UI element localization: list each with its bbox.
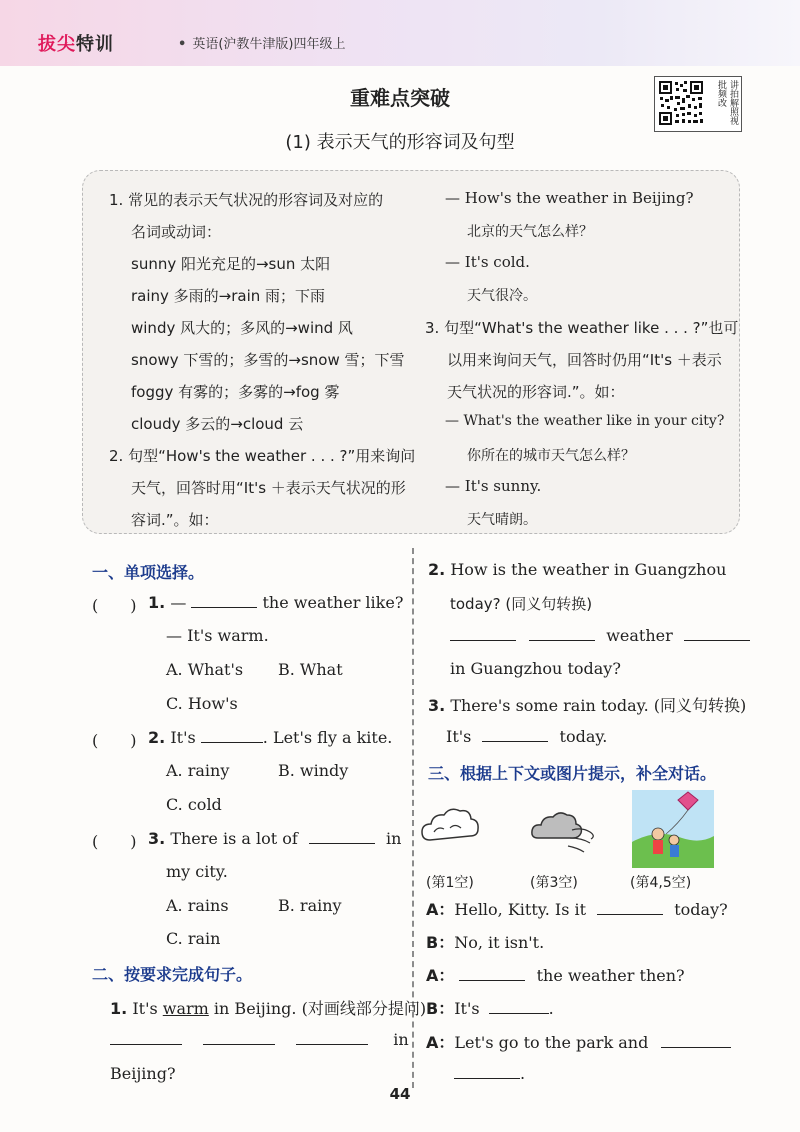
- s1-q3-answer-paren[interactable]: ( ): [92, 832, 137, 851]
- section1-title: 一、单项选择。: [92, 563, 205, 582]
- s2-q2: [428, 560, 726, 579]
- qr-label: 讲拍解照视批频改: [716, 80, 738, 125]
- s1-q1-reply: — It's warm.: [166, 626, 269, 645]
- s1-q1-option-b[interactable]: B. What: [278, 660, 343, 679]
- s1-q2: [148, 728, 392, 747]
- info-right-line: 北京的天气怎么样？: [467, 224, 593, 240]
- info-left-line: sunny 阳光充足的→sun 太阳: [131, 255, 331, 273]
- qr-code-box[interactable]: [654, 76, 742, 132]
- info-right-line: 天气状况的形容词.”。如：: [447, 383, 625, 401]
- dialog-line: [426, 897, 728, 920]
- s2-q2-blank-2[interactable]: [529, 639, 595, 641]
- dialog-text: Hello, Kitty. Is it: [454, 900, 587, 919]
- s1-q1-dash: —: [170, 593, 187, 612]
- s1-q1-blank[interactable]: [191, 606, 257, 608]
- info-right-line: 天气晴朗。: [467, 512, 537, 528]
- dialog-speaker: A：: [426, 966, 455, 985]
- info-left-line: 1. 常见的表示天气状况的形容词及对应的: [109, 191, 384, 209]
- page-subtitle: (1) 表示天气的形容词及句型: [285, 132, 515, 153]
- s1-q3-option-c[interactable]: C. rain: [166, 929, 221, 948]
- info-panel: [82, 170, 740, 534]
- dialog-line-cont: [454, 1064, 525, 1083]
- s1-q2-option-b[interactable]: B. windy: [278, 761, 349, 780]
- s1-q1-answer-paren[interactable]: ( ): [92, 596, 137, 615]
- dialog-speaker: B：: [426, 933, 455, 952]
- s1-q3-option-b[interactable]: B. rainy: [278, 896, 342, 915]
- dialog-text: .: [548, 999, 554, 1018]
- s1-q2-number: 2.: [148, 728, 166, 747]
- dialog-text: It's: [454, 999, 480, 1018]
- s2-q1-blank-2[interactable]: [203, 1043, 275, 1045]
- dialog-blank-4[interactable]: [661, 1046, 731, 1048]
- s2-q1-text-post: in Beijing. (对画线部分提问): [213, 999, 427, 1018]
- s1-q3-number: 3.: [148, 829, 166, 848]
- info-right-line: — What's the weather like in your city?: [445, 413, 725, 429]
- info-right-line: 3. 句型“What's the weather like . . . ?”也可: [425, 319, 739, 337]
- s1-q3-blank[interactable]: [309, 842, 375, 844]
- info-right-line: — It's sunny.: [445, 477, 542, 495]
- kite-picture-icon: [632, 790, 714, 868]
- dialog-speaker: A：: [426, 900, 455, 919]
- s2-q1-blank-3[interactable]: [296, 1043, 368, 1045]
- s2-q1-text-pre: It's: [132, 999, 158, 1018]
- page-number: 44: [389, 1085, 411, 1103]
- s1-q1-text: the weather like?: [262, 593, 404, 612]
- dialog-text: No, it isn't.: [454, 933, 545, 952]
- s2-q1: [110, 996, 426, 1019]
- s1-q3-text-post: in: [386, 829, 402, 848]
- section2-title: 二、按要求完成句子。: [92, 965, 253, 984]
- info-left-line: cloudy 多云的→cloud 云: [131, 415, 304, 433]
- info-left-line: rainy 多雨的→rain 雨；下雨: [131, 287, 326, 305]
- s2-q2-answer-line: [450, 626, 750, 645]
- s1-q1-option-a[interactable]: A. What's: [166, 660, 244, 679]
- s2-q3-answer-line: [446, 727, 607, 746]
- qr-code-icon: [658, 80, 704, 126]
- header-bar: [0, 0, 800, 66]
- dialog-text: today?: [674, 900, 728, 919]
- info-left-line: snowy 下雪的；多雪的→snow 雪；下雪: [131, 351, 405, 369]
- subject-label: • 英语(沪教牛津版)四年级上: [178, 37, 346, 52]
- s2-q1-underlined-word: warm: [162, 999, 209, 1018]
- s1-q3-text-pre: There is a lot of: [170, 829, 298, 848]
- s2-q2-line4: in Guangzhou today?: [450, 659, 621, 678]
- s2-q3-number: 3.: [428, 696, 446, 715]
- dialog-line: [426, 930, 544, 953]
- caption-2: (第3空): [530, 875, 578, 891]
- info-left-line: windy 风大的；多风的→wind 风: [131, 319, 353, 337]
- info-right-line: 天气很冷。: [467, 288, 537, 304]
- s1-q3: [148, 829, 401, 848]
- s1-q2-text-pre: It's: [170, 728, 196, 747]
- info-left-line: 容词.”。如：: [131, 511, 219, 529]
- s2-q2-text-cont: today? (同义句转换): [450, 595, 593, 613]
- info-right-line: 你所在的城市天气怎么样？: [467, 448, 635, 464]
- s2-q2-number: 2.: [428, 560, 446, 579]
- info-left-line: 名词或动词：: [131, 223, 222, 241]
- s1-q2-option-a[interactable]: A. rainy: [166, 761, 230, 780]
- s2-q3-pre: It's: [446, 727, 472, 746]
- s2-q3: [428, 693, 746, 716]
- page-title: 重难点突破: [350, 86, 450, 110]
- s1-q1-option-c[interactable]: C. How's: [166, 694, 238, 713]
- s2-q1-line2-end: in: [393, 1030, 409, 1049]
- dialog-text: Let's go to the park and: [454, 1033, 649, 1052]
- dialog-blank-2[interactable]: [459, 979, 525, 981]
- s2-q1-number: 1.: [110, 999, 128, 1018]
- s2-q2-line3-mid: weather: [606, 626, 673, 645]
- brand-logo: 拔尖特训: [38, 34, 114, 55]
- dialog-line: [426, 963, 685, 986]
- info-right-line: — It's cold.: [445, 253, 530, 271]
- s1-q3-option-a[interactable]: A. rains: [166, 896, 229, 915]
- s2-q1-line3: Beijing?: [110, 1064, 176, 1083]
- cloudy-picture-icon: [420, 806, 490, 854]
- s2-q1-answer-line: [110, 1030, 409, 1049]
- s1-q2-text-post: . Let's fly a kite.: [262, 728, 393, 747]
- info-left-line: foggy 有雾的；多雾的→fog 雾: [131, 383, 340, 401]
- caption-3: (第4,5空): [630, 875, 692, 891]
- s1-q2-answer-paren[interactable]: ( ): [92, 731, 137, 750]
- dialog-speaker: B：: [426, 999, 455, 1018]
- s1-q1-number: 1.: [148, 593, 166, 612]
- s1-q2-blank[interactable]: [201, 741, 263, 743]
- s2-q3-text: There's some rain today. (同义句转换): [450, 696, 747, 715]
- info-left-line: 天气，回答时用“It's ＋表示天气状况的形: [131, 479, 406, 497]
- s2-q3-blank[interactable]: [482, 740, 548, 742]
- dialog-blank-5[interactable]: [454, 1077, 520, 1079]
- caption-1: (第1空): [426, 875, 474, 891]
- s2-q3-post: today.: [559, 727, 608, 746]
- s2-q2-blank-3[interactable]: [684, 639, 750, 641]
- dialog-text: the weather then?: [536, 966, 685, 985]
- info-right-line: — How's the weather in Beijing?: [445, 189, 694, 207]
- s2-q1-blank-1[interactable]: [110, 1043, 182, 1045]
- s1-q1: [148, 593, 403, 612]
- s2-q2-text: How is the weather in Guangzhou: [450, 560, 727, 579]
- info-right-line: 以用来询问天气，回答时仍用“It's ＋表示: [447, 351, 722, 369]
- s1-q3-text-cont: my city.: [166, 862, 228, 881]
- dialog-text: .: [520, 1064, 526, 1083]
- dialog-line: [426, 996, 554, 1019]
- dialog-blank-1[interactable]: [597, 913, 663, 915]
- dialog-line: [426, 1030, 731, 1053]
- s2-q2-blank-1[interactable]: [450, 639, 516, 641]
- section3-title: 三、根据上下文或图片提示，补全对话。: [428, 764, 717, 783]
- dialog-blank-3[interactable]: [489, 1012, 549, 1014]
- info-left-line: 2. 句型“How's the weather . . . ?”用来询问: [109, 447, 416, 465]
- s1-q2-option-c[interactable]: C. cold: [166, 795, 222, 814]
- dialog-speaker: A：: [426, 1033, 455, 1052]
- windy-picture-icon: [528, 808, 604, 856]
